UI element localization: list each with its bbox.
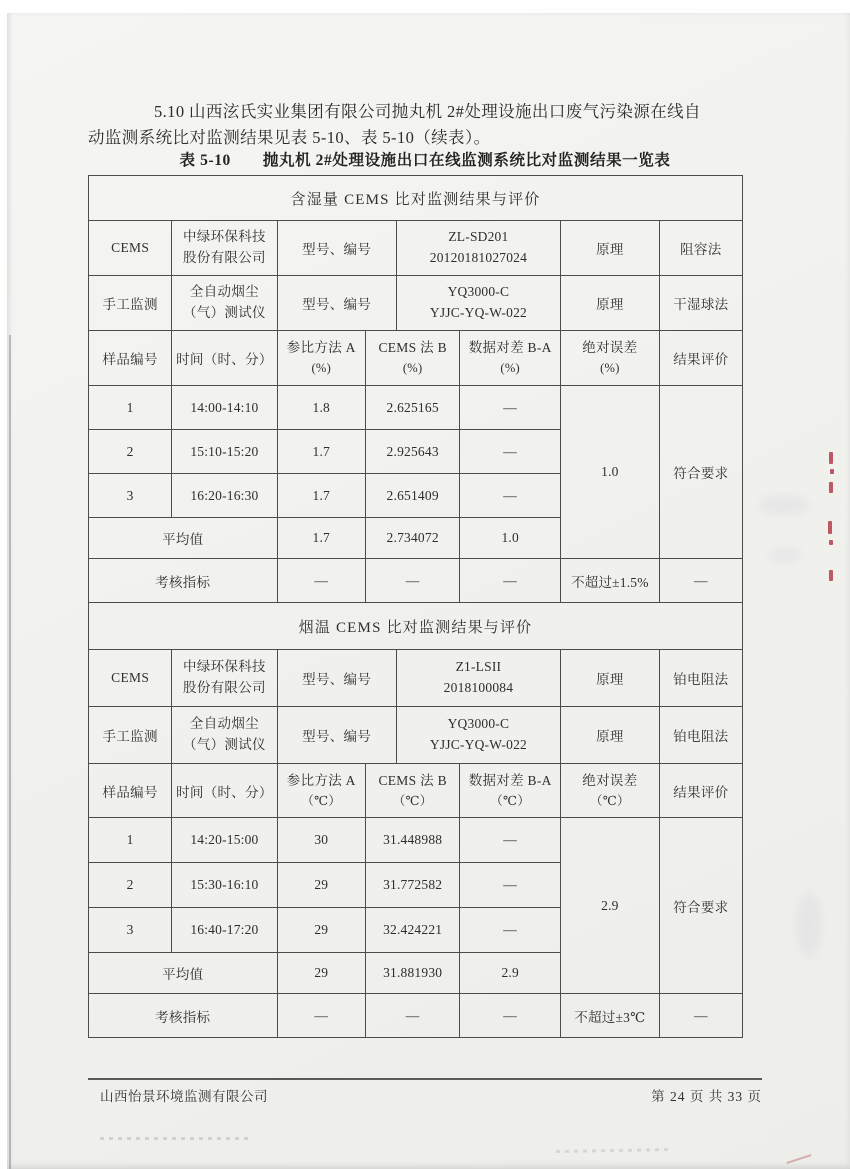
model-line: YQ3000-C bbox=[447, 716, 510, 732]
cell-diff-value: — bbox=[460, 386, 561, 430]
vendor-line: 中绿环保科技 bbox=[183, 659, 266, 675]
cell-ref-value: 29 bbox=[277, 908, 365, 953]
cell-average-ref: 1.7 bbox=[277, 518, 365, 559]
cell-principle-value: 阻容法 bbox=[659, 221, 742, 276]
section-heading bbox=[88, 99, 772, 151]
cell-diff-value: — bbox=[460, 908, 561, 953]
cell-vendor bbox=[172, 707, 277, 764]
cell-time: 16:40-17:20 bbox=[172, 908, 277, 953]
header-text: 数据对差 B-A bbox=[468, 772, 552, 788]
cell-model-label: 型号、编号 bbox=[277, 221, 396, 276]
col-header-ref bbox=[277, 331, 365, 386]
cell-average-ref: 29 bbox=[277, 953, 365, 994]
cell-sample-no: 3 bbox=[89, 908, 172, 953]
cell-criteria-diff: — bbox=[460, 559, 561, 603]
cell-principle-label: 原理 bbox=[561, 221, 660, 276]
col-header-time: 时间（时、分） bbox=[172, 331, 277, 386]
header-unit: （℃） bbox=[392, 793, 433, 808]
header-text: 绝对误差 bbox=[582, 772, 638, 788]
humidity-cems-table bbox=[88, 175, 743, 603]
col-header-sample: 样品编号 bbox=[89, 764, 172, 818]
cell-principle-label: 原理 bbox=[561, 707, 660, 764]
vendor-line: 全自动烟尘 bbox=[189, 716, 259, 732]
scan-smudge bbox=[758, 495, 810, 515]
cell-criteria-cems: — bbox=[366, 559, 460, 603]
col-header-diff bbox=[460, 764, 561, 818]
header-text: 参比方法 A bbox=[286, 772, 356, 788]
cell-evaluation: 符合要求 bbox=[659, 818, 742, 994]
model-line: ZL-SD201 bbox=[448, 229, 509, 245]
cell-ref-value: 1.7 bbox=[277, 474, 365, 518]
scan-edge-line bbox=[9, 335, 11, 1169]
col-header-ref bbox=[277, 764, 365, 818]
col-header-abs bbox=[561, 331, 660, 386]
red-ink-mark bbox=[829, 570, 833, 581]
header-text: 绝对误差 bbox=[582, 340, 638, 356]
cell-criteria-abs: 不超过±3℃ bbox=[561, 994, 660, 1038]
cell-model-label: 型号、编号 bbox=[277, 650, 396, 707]
cell-system: CEMS bbox=[89, 650, 172, 707]
cell-ref-value: 30 bbox=[277, 818, 365, 863]
col-header-sample: 样品编号 bbox=[89, 331, 172, 386]
cell-average-label: 平均值 bbox=[89, 518, 278, 559]
cell-time: 14:20-15:00 bbox=[172, 818, 277, 863]
header-unit: （℃） bbox=[589, 793, 630, 808]
cell-model-value bbox=[396, 221, 560, 276]
cell-criteria-result: — bbox=[659, 559, 742, 603]
scan-smudge bbox=[768, 548, 802, 562]
cell-sample-no: 1 bbox=[89, 818, 172, 863]
heading-line-1: 5.10 山西泫氏实业集团有限公司抛丸机 2#处理设施出口废气污染源在线自 bbox=[154, 102, 701, 121]
cell-sample-no: 1 bbox=[89, 386, 172, 430]
cell-ref-value: 29 bbox=[277, 863, 365, 908]
header-unit: (%) bbox=[600, 361, 620, 376]
scan-smudge bbox=[100, 1137, 252, 1140]
header-unit: （℃） bbox=[301, 793, 342, 808]
cell-ref-value: 1.8 bbox=[277, 386, 365, 430]
heading-line-2: 动监测系统比对监测结果见表 5-10、表 5-10（续表）。 bbox=[88, 128, 491, 147]
cell-model-label: 型号、编号 bbox=[277, 276, 396, 331]
cell-system: CEMS bbox=[89, 221, 172, 276]
header-unit: （℃） bbox=[490, 793, 531, 808]
cell-average-label: 平均值 bbox=[89, 953, 278, 994]
cell-vendor bbox=[172, 650, 277, 707]
header-text: 数据对差 B-A bbox=[468, 340, 552, 356]
flue-temperature-cems-table bbox=[88, 602, 743, 1038]
cell-sample-no: 2 bbox=[89, 430, 172, 474]
table-row bbox=[89, 386, 743, 430]
cell-criteria-diff: — bbox=[460, 994, 561, 1038]
cell-ref-value: 1.7 bbox=[277, 430, 365, 474]
cell-principle-value: 铂电阻法 bbox=[659, 707, 742, 764]
model-line: YQ3000-C bbox=[447, 284, 510, 300]
table-title: 烟温 CEMS 比对监测结果与评价 bbox=[89, 603, 743, 650]
col-header-time: 时间（时、分） bbox=[172, 764, 277, 818]
cell-sample-no: 3 bbox=[89, 474, 172, 518]
table-caption bbox=[88, 148, 762, 170]
red-ink-mark bbox=[829, 452, 833, 464]
cell-principle-label: 原理 bbox=[561, 650, 660, 707]
model-line: YJJC-YQ-W-022 bbox=[429, 737, 527, 752]
cell-time: 16:20-16:30 bbox=[172, 474, 277, 518]
col-header-diff bbox=[460, 331, 561, 386]
model-line: YJJC-YQ-W-022 bbox=[429, 305, 527, 320]
vendor-line: （气）测试仪 bbox=[183, 305, 266, 320]
cell-vendor bbox=[172, 276, 277, 331]
cell-time: 14:00-14:10 bbox=[172, 386, 277, 430]
red-ink-mark bbox=[828, 521, 832, 534]
header-unit: (%) bbox=[402, 361, 423, 376]
scan-smudge bbox=[796, 893, 822, 957]
criteria-row bbox=[89, 559, 743, 603]
model-line: 2018100084 bbox=[443, 680, 514, 695]
cell-cems-value: 32.424221 bbox=[366, 908, 460, 953]
cell-criteria-label: 考核指标 bbox=[89, 994, 278, 1038]
tables-wrapper bbox=[88, 175, 743, 1038]
footer-divider bbox=[88, 1078, 762, 1080]
cell-principle-label: 原理 bbox=[561, 276, 660, 331]
cell-time: 15:10-15:20 bbox=[172, 430, 277, 474]
cell-average-diff: 1.0 bbox=[460, 518, 561, 559]
footer-page-number: 第 24 页 共 33 页 bbox=[651, 1089, 762, 1104]
cell-cems-value: 31.448988 bbox=[366, 818, 460, 863]
col-header-abs bbox=[561, 764, 660, 818]
cell-abs-error: 1.0 bbox=[561, 386, 660, 559]
cell-model-value bbox=[396, 276, 560, 331]
cell-diff-value: — bbox=[460, 430, 561, 474]
cell-criteria-cems: — bbox=[366, 994, 460, 1038]
red-ink-mark bbox=[830, 469, 834, 474]
table-row bbox=[89, 818, 743, 863]
vendor-line: 全自动烟尘 bbox=[189, 284, 259, 300]
cell-model-value bbox=[396, 707, 560, 764]
cell-cems-value: 31.772582 bbox=[366, 863, 460, 908]
header-unit: (%) bbox=[311, 361, 332, 376]
cell-time: 15:30-16:10 bbox=[172, 863, 277, 908]
cell-average-cems: 31.881930 bbox=[366, 953, 460, 994]
table-caption-label: 表 5-10 bbox=[179, 152, 231, 169]
cell-system: 手工监测 bbox=[89, 276, 172, 331]
col-header-cems bbox=[366, 331, 460, 386]
header-text: 参比方法 A bbox=[286, 340, 356, 356]
table-title: 含湿量 CEMS 比对监测结果与评价 bbox=[89, 176, 743, 221]
vendor-line: 中绿环保科技 bbox=[183, 229, 266, 245]
cell-model-value bbox=[396, 650, 560, 707]
col-header-result: 结果评价 bbox=[659, 764, 742, 818]
footer-company: 山西怡景环境监测有限公司 bbox=[100, 1089, 268, 1104]
cell-criteria-label: 考核指标 bbox=[89, 559, 278, 603]
cell-diff-value: — bbox=[460, 818, 561, 863]
cell-diff-value: — bbox=[460, 474, 561, 518]
cell-principle-value: 铂电阻法 bbox=[659, 650, 742, 707]
cell-vendor bbox=[172, 221, 277, 276]
header-unit: (%) bbox=[500, 361, 521, 376]
cell-diff-value: — bbox=[460, 863, 561, 908]
red-ink-mark bbox=[829, 540, 833, 545]
col-header-cems bbox=[366, 764, 460, 818]
cell-criteria-result: — bbox=[659, 994, 742, 1038]
cell-sample-no: 2 bbox=[89, 863, 172, 908]
cell-criteria-abs: 不超过±1.5% bbox=[561, 559, 660, 603]
cell-system: 手工监测 bbox=[89, 707, 172, 764]
criteria-row bbox=[89, 994, 743, 1038]
cell-abs-error: 2.9 bbox=[561, 818, 660, 994]
cell-criteria-ref: — bbox=[277, 994, 365, 1038]
model-line: 20120181027024 bbox=[429, 250, 528, 265]
cell-average-cems: 2.734072 bbox=[366, 518, 460, 559]
table-caption-title: 抛丸机 2#处理设施出口在线监测系统比对监测结果一览表 bbox=[262, 152, 671, 169]
cell-evaluation: 符合要求 bbox=[659, 386, 742, 559]
header-text: CEMS 法 B bbox=[378, 772, 447, 788]
header-text: CEMS 法 B bbox=[378, 340, 447, 356]
col-header-result: 结果评价 bbox=[659, 331, 742, 386]
cell-cems-value: 2.651409 bbox=[366, 474, 460, 518]
cell-average-diff: 2.9 bbox=[460, 953, 561, 994]
vendor-line: 股份有限公司 bbox=[183, 250, 266, 265]
cell-principle-value: 干湿球法 bbox=[659, 276, 742, 331]
cell-cems-value: 2.625165 bbox=[366, 386, 460, 430]
vendor-line: 股份有限公司 bbox=[183, 680, 266, 695]
cell-criteria-ref: — bbox=[277, 559, 365, 603]
cell-model-label: 型号、编号 bbox=[277, 707, 396, 764]
vendor-line: （气）测试仪 bbox=[183, 737, 266, 752]
cell-cems-value: 2.925643 bbox=[366, 430, 460, 474]
model-line: Z1-LSII bbox=[455, 659, 502, 675]
red-ink-mark bbox=[829, 482, 833, 493]
